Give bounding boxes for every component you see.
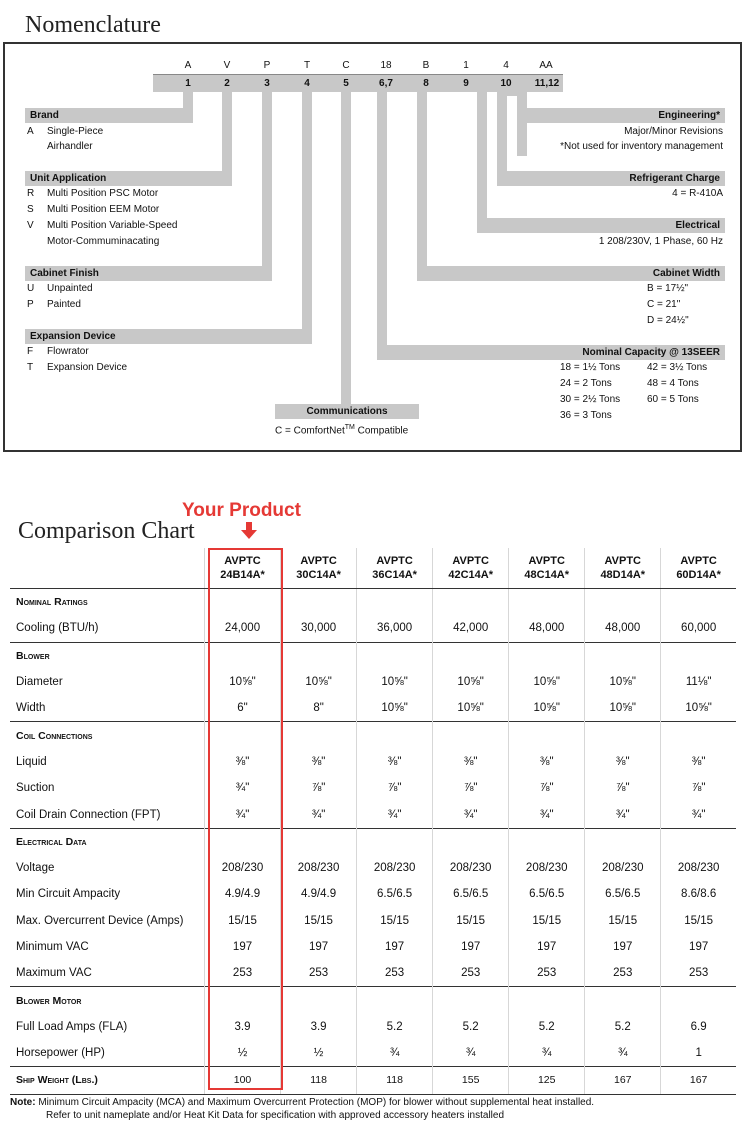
model-line1: AVPTC — [300, 555, 337, 567]
communications-value — [275, 420, 408, 439]
unit-application-header: Unit Application — [25, 171, 232, 186]
table-row — [10, 695, 736, 722]
ed-code-t: T — [27, 362, 34, 373]
trademark-sup: TM — [344, 424, 355, 431]
table-cell: 253 — [509, 960, 585, 987]
table-cell: 253 — [661, 960, 736, 987]
table-cell: 11⅛" — [661, 669, 736, 695]
code-6: 18 — [380, 60, 392, 71]
row-label: Maximum VAC — [16, 967, 92, 980]
table-row — [10, 1014, 736, 1040]
table-cell: ⅞" — [281, 775, 357, 801]
pos-10: 11,12 — [534, 78, 560, 89]
table-cell: 208/230 — [585, 855, 661, 881]
pos-7: 8 — [423, 78, 429, 89]
code-5: C — [342, 60, 350, 71]
capacity-48: 48 = 4 Tons — [647, 378, 699, 389]
footnote — [10, 1096, 740, 1122]
model-line1: AVPTC — [224, 555, 261, 567]
capacity-24: 24 = 2 Tons — [560, 378, 612, 389]
table-cell: ¾ — [433, 1040, 509, 1067]
table-cell: 10⅝" — [661, 695, 736, 722]
code-7: B — [422, 60, 430, 71]
connector-2 — [222, 92, 232, 171]
model-line2: 42C14A* — [448, 569, 493, 581]
table-cell: 30,000 — [281, 615, 357, 642]
code-4: T — [303, 60, 311, 71]
pos-8: 9 — [463, 78, 469, 89]
section-blank — [585, 722, 661, 749]
table-cell: 6.5/6.5 — [509, 881, 585, 907]
ua-code-s: S — [27, 204, 34, 215]
table-cell: 3.9 — [281, 1014, 357, 1040]
section-blank — [509, 589, 585, 616]
connector-3 — [262, 92, 272, 266]
table-cell: ⅜" — [281, 749, 357, 775]
section-blank — [433, 642, 509, 669]
table-cell: 253 — [205, 960, 281, 987]
table-cell: 167 — [661, 1067, 736, 1094]
table-cell: 208/230 — [205, 855, 281, 881]
table-corner — [10, 548, 205, 589]
table-cell: 197 — [509, 934, 585, 960]
table-cell: 4.9/4.9 — [281, 881, 357, 907]
table-cell: 5.2 — [433, 1014, 509, 1040]
table-cell: 253 — [433, 960, 509, 987]
your-product-label: Your Product — [182, 500, 301, 521]
capacity-30: 30 = 2½ Tons — [560, 394, 621, 405]
pos-2: 2 — [224, 78, 230, 89]
table-cell: 5.2 — [509, 1014, 585, 1040]
section-blank — [281, 589, 357, 616]
table-cell: 6.5/6.5 — [433, 881, 509, 907]
table-cell: 8" — [281, 695, 357, 722]
section-blank — [357, 828, 433, 855]
table-cell: 197 — [433, 934, 509, 960]
table-cell: 118 — [281, 1067, 357, 1094]
connector-10 — [497, 92, 507, 171]
model-line2: 24B14A* — [220, 569, 265, 581]
table-cell: 155 — [433, 1067, 509, 1094]
comparison-table — [10, 548, 736, 1095]
cabinet-width-b: B = 17½" — [647, 283, 689, 294]
section-title: Blower — [10, 642, 205, 669]
table-cell: 6.9 — [661, 1014, 736, 1040]
table-cell: 208/230 — [433, 855, 509, 881]
capacity-18: 18 = 1½ Tons — [560, 362, 621, 373]
section-title: Coil Connections — [10, 722, 205, 749]
cf-code-p: P — [27, 299, 34, 310]
table-cell: ⅞" — [357, 775, 433, 801]
table-cell: 8.6/8.6 — [661, 881, 736, 907]
table-cell: 1 — [661, 1040, 736, 1067]
table-cell: ½ — [281, 1040, 357, 1067]
model-line1: AVPTC — [452, 555, 489, 567]
ship-weight-row — [10, 1067, 736, 1094]
table-cell: ⅞" — [509, 775, 585, 801]
code-1: A — [184, 60, 192, 71]
table-cell: 6.5/6.5 — [585, 881, 661, 907]
engineering-line2: *Not used for inventory management — [560, 141, 723, 152]
row-label: Cooling (BTU/h) — [16, 622, 99, 635]
section-row — [10, 642, 736, 669]
model-line2: 30C14A* — [296, 569, 341, 581]
table-cell: ¾" — [281, 801, 357, 828]
table-cell: 24,000 — [205, 615, 281, 642]
table-cell: ½ — [205, 1040, 281, 1067]
table-cell: ⅜" — [509, 749, 585, 775]
model-header — [585, 548, 661, 589]
model-line1: AVPTC — [680, 555, 717, 567]
table-cell: 15/15 — [281, 908, 357, 934]
connector-9 — [477, 92, 487, 218]
model-header — [281, 548, 357, 589]
table-cell: 208/230 — [357, 855, 433, 881]
table-cell: ¾" — [205, 775, 281, 801]
code-9: 4 — [503, 60, 509, 71]
ua-text-v: Multi Position Variable-Speed — [47, 220, 178, 231]
model-line2: 60D14A* — [676, 569, 721, 581]
section-blank — [357, 722, 433, 749]
row-label: Full Load Amps (FLA) — [16, 1020, 128, 1033]
table-cell: ¾" — [509, 801, 585, 828]
table-row — [10, 1040, 736, 1067]
row-label: Minimum VAC — [16, 941, 89, 953]
communications-value-pre: C = ComfortNet — [275, 425, 345, 437]
section-blank — [661, 642, 736, 669]
section-row — [10, 828, 736, 855]
section-blank — [509, 642, 585, 669]
table-cell: 42,000 — [433, 615, 509, 642]
table-cell: 10⅝" — [281, 669, 357, 695]
table-row — [10, 881, 736, 907]
section-blank — [433, 589, 509, 616]
connector-5 — [341, 92, 351, 404]
engineering-header: Engineering* — [517, 108, 725, 123]
row-label: Coil Drain Connection (FPT) — [16, 808, 161, 821]
section-blank — [281, 722, 357, 749]
code-10: AA — [539, 60, 553, 71]
table-cell: ⅞" — [433, 775, 509, 801]
section-blank — [281, 642, 357, 669]
table-cell: ¾" — [205, 801, 281, 828]
table-cell: ⅜" — [585, 749, 661, 775]
table-cell: 10⅝" — [585, 669, 661, 695]
engineering-line1: Major/Minor Revisions — [624, 126, 723, 137]
table-cell: 167 — [585, 1067, 661, 1094]
table-cell: ⅞" — [585, 775, 661, 801]
row-label: Suction — [16, 782, 55, 795]
table-cell: 15/15 — [357, 908, 433, 934]
connector-67 — [377, 92, 387, 345]
note-line1: Minimum Circuit Ampacity (MCA) and Maximum Overcurrent Protection (MOP) for blower without supplemental heat installed. — [35, 1097, 595, 1108]
table-cell: 197 — [661, 934, 736, 960]
model-line2: 48D14A* — [600, 569, 646, 581]
ua-text-s: Multi Position EEM Motor — [47, 204, 160, 215]
code-2: V — [223, 60, 231, 71]
table-cell: 5.2 — [585, 1014, 661, 1040]
table-cell: 10⅝" — [357, 669, 433, 695]
table-cell: 208/230 — [281, 855, 357, 881]
section-blank — [585, 828, 661, 855]
model-line1: AVPTC — [604, 555, 641, 567]
electrical-header: Electrical — [477, 218, 725, 233]
communications-header: Communications — [275, 404, 419, 419]
table-cell: 253 — [281, 960, 357, 987]
table-cell: ⅜" — [433, 749, 509, 775]
table-cell: 100 — [205, 1067, 281, 1094]
cabinet-finish-header: Cabinet Finish — [25, 266, 272, 281]
section-blank — [281, 828, 357, 855]
table-cell: 197 — [357, 934, 433, 960]
pos-5: 5 — [343, 78, 349, 89]
table-cell: 15/15 — [661, 908, 736, 934]
ua-text-v2: Motor-Commuminacating — [47, 236, 160, 247]
nominal-capacity-header: Nominal Capacity @ 13SEER — [377, 345, 725, 360]
ua-text-r: Multi Position PSC Motor — [47, 188, 159, 199]
table-cell: 6" — [205, 695, 281, 722]
table-cell: 118 — [357, 1067, 433, 1094]
capacity-36: 36 = 3 Tons — [560, 410, 612, 421]
table-cell: 208/230 — [509, 855, 585, 881]
section-row — [10, 589, 736, 616]
section-blank — [661, 589, 736, 616]
ua-code-v: V — [27, 220, 34, 231]
cabinet-width-d: D = 24½" — [647, 315, 689, 326]
model-line2: 48C14A* — [524, 569, 570, 581]
table-row — [10, 908, 736, 934]
table-cell: 10⅝" — [433, 695, 509, 722]
row-label: Liquid — [16, 755, 47, 768]
pos-3: 3 — [264, 78, 270, 89]
section-blank — [509, 722, 585, 749]
row-label: Diameter — [16, 676, 63, 689]
model-line2: 36C14A* — [372, 569, 417, 581]
table-cell: 10⅝" — [509, 669, 585, 695]
section-blank — [661, 722, 736, 749]
table-cell: ¾ — [585, 1040, 661, 1067]
table-row — [10, 801, 736, 828]
section-blank — [433, 722, 509, 749]
communications-value-post: Compatible — [354, 425, 409, 437]
table-cell: 253 — [357, 960, 433, 987]
your-product-highlight — [208, 548, 283, 1090]
cf-text-u: Unpainted — [47, 283, 93, 294]
table-row — [10, 934, 736, 960]
pos-9: 10 — [500, 78, 512, 89]
row-label: Voltage — [16, 862, 55, 875]
model-line1: AVPTC — [376, 555, 413, 567]
table-cell: ¾" — [433, 801, 509, 828]
section-blank — [357, 987, 433, 1014]
capacity-42: 42 = 3½ Tons — [647, 362, 708, 373]
refrigerant-line1: 4 = R-410A — [672, 188, 723, 199]
model-header — [509, 548, 585, 589]
row-label: Min Circuit Ampacity — [16, 888, 121, 901]
section-blank — [357, 589, 433, 616]
connector-1112 — [517, 92, 527, 156]
row-label: Horsepower (HP) — [16, 1047, 105, 1060]
expansion-device-header: Expansion Device — [25, 329, 312, 344]
table-cell: ¾ — [509, 1040, 585, 1067]
table-cell: ¾ — [357, 1040, 433, 1067]
section-blank — [433, 828, 509, 855]
section-blank — [509, 828, 585, 855]
row-label: Max. Overcurrent Device (Amps) — [16, 914, 184, 927]
table-cell: 15/15 — [205, 908, 281, 934]
table-row — [10, 615, 736, 642]
nomenclature-title: Nomenclature — [25, 12, 161, 38]
brand-code-a: A — [27, 126, 34, 137]
table-header-row — [10, 548, 736, 589]
section-blank — [585, 589, 661, 616]
model-line1: AVPTC — [528, 555, 565, 567]
code-3: P — [263, 60, 271, 71]
section-blank — [357, 642, 433, 669]
section-title: Electrical Data — [10, 828, 205, 855]
brand-line1: Single-Piece — [47, 126, 104, 137]
table-cell: 10⅝" — [585, 695, 661, 722]
ed-text-f: Flowrator — [47, 346, 89, 357]
section-row — [10, 722, 736, 749]
table-cell: ⅜" — [357, 749, 433, 775]
cf-text-p: Painted — [47, 299, 81, 310]
section-blank — [585, 642, 661, 669]
table-cell: 15/15 — [433, 908, 509, 934]
ed-code-f: F — [27, 346, 34, 357]
comparison-title: Comparison Chart — [18, 518, 195, 544]
connector-4-horiz — [497, 92, 527, 96]
cabinet-width-c: C = 21" — [647, 299, 681, 310]
note-line2: Refer to unit nameplate and/or Heat Kit Data for specification with approved accessory heaters installed — [46, 1110, 505, 1121]
table-cell: 10⅝" — [357, 695, 433, 722]
model-header — [433, 548, 509, 589]
table-row — [10, 855, 736, 881]
table-cell: 253 — [585, 960, 661, 987]
ship-weight-label: Ship Weight (Lbs.) — [10, 1067, 205, 1094]
table-cell: 36,000 — [357, 615, 433, 642]
table-cell: 10⅝" — [509, 695, 585, 722]
section-blank — [433, 987, 509, 1014]
table-cell: 125 — [509, 1067, 585, 1094]
section-title: Blower Motor — [10, 987, 205, 1014]
section-blank — [661, 828, 736, 855]
table-cell: 5.2 — [357, 1014, 433, 1040]
table-cell: 15/15 — [585, 908, 661, 934]
refrigerant-header: Refrigerant Charge — [497, 171, 725, 186]
pos-1: 1 — [185, 78, 191, 89]
table-cell: 197 — [205, 934, 281, 960]
electrical-line1: 1 208/230V, 1 Phase, 60 Hz — [598, 236, 723, 247]
table-cell: 3.9 — [205, 1014, 281, 1040]
section-blank — [509, 987, 585, 1014]
table-row — [10, 749, 736, 775]
model-header — [357, 548, 433, 589]
connector-4 — [302, 92, 312, 329]
section-title: Nominal Ratings — [10, 589, 205, 616]
section-blank — [585, 987, 661, 1014]
row-label: Width — [16, 702, 46, 715]
nomenclature-box — [3, 42, 742, 452]
table-cell: 4.9/4.9 — [205, 881, 281, 907]
cf-code-u: U — [27, 283, 35, 294]
table-cell: 197 — [281, 934, 357, 960]
table-cell: ⅞" — [661, 775, 736, 801]
down-arrow-icon — [240, 522, 258, 540]
table-cell: 15/15 — [509, 908, 585, 934]
table-cell: 197 — [585, 934, 661, 960]
brand-header: Brand — [25, 108, 193, 123]
connector-8 — [417, 92, 427, 266]
ua-code-r: R — [27, 188, 35, 199]
table-cell: 10⅝" — [433, 669, 509, 695]
table-cell: ¾" — [357, 801, 433, 828]
comparison-table-body — [10, 548, 736, 1094]
table-cell: ⅜" — [205, 749, 281, 775]
table-cell: 48,000 — [509, 615, 585, 642]
model-header — [661, 548, 736, 589]
table-cell: 60,000 — [661, 615, 736, 642]
table-row — [10, 669, 736, 695]
table-cell: ⅜" — [661, 749, 736, 775]
pos-4: 4 — [304, 78, 310, 89]
cabinet-width-header: Cabinet Width — [417, 266, 725, 281]
code-8: 1 — [463, 60, 469, 71]
capacity-60: 60 = 5 Tons — [647, 394, 699, 405]
table-cell: ¾" — [661, 801, 736, 828]
table-cell: 208/230 — [661, 855, 736, 881]
section-blank — [661, 987, 736, 1014]
section-row — [10, 987, 736, 1014]
brand-line2: Airhandler — [47, 141, 93, 152]
code-strip-divider — [153, 74, 563, 75]
table-row — [10, 960, 736, 987]
ed-text-t: Expansion Device — [47, 362, 128, 373]
note-label: Note: — [10, 1097, 36, 1108]
table-cell: 10⅝" — [205, 669, 281, 695]
pos-6: 6,7 — [379, 78, 393, 89]
table-cell: ¾" — [585, 801, 661, 828]
section-blank — [281, 987, 357, 1014]
table-cell: 48,000 — [585, 615, 661, 642]
table-cell: 6.5/6.5 — [357, 881, 433, 907]
table-row — [10, 775, 736, 801]
